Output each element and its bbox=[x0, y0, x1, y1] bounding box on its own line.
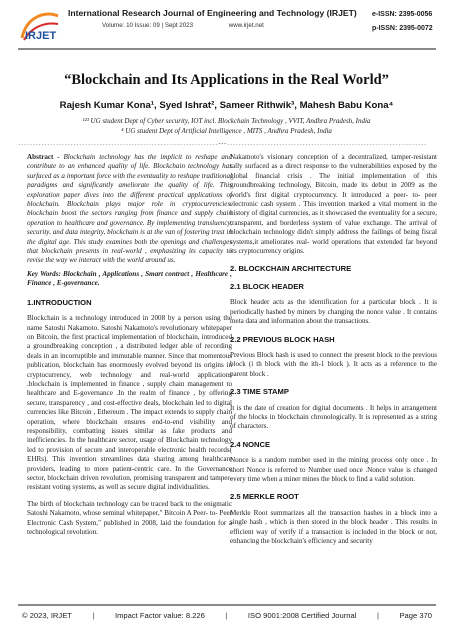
subsection-heading-block-header: 2.1 BLOCK HEADER bbox=[230, 281, 304, 291]
journal-header bbox=[0, 0, 453, 52]
section-separator: ---------------------------------------------------------------------***--------------------------------------------------------------------- bbox=[18, 143, 427, 148]
section-heading-introduction: 1.INTRODUCTION bbox=[27, 297, 92, 307]
introduction-paragraph-2: The birth of blockchain technology can be traced back to the enigmatic Satoshi Nakamoto, whose seminal whitepaper," Bitcoin A Peer- to- Peer Electronic Cash System," published in 2008, laid the foundation for a technological revolution. bbox=[27, 499, 232, 537]
e-issn: e-ISSN: 2395-0056 bbox=[372, 11, 433, 18]
subsection-heading-time-stamp: 2.3 TIME STAMP bbox=[230, 387, 289, 397]
subsection-heading-nonce: 2.4 NONCE bbox=[230, 439, 271, 449]
footer-divider: | bbox=[225, 611, 228, 620]
journal-website[interactable]: www.irjet.net bbox=[228, 22, 264, 29]
page-footer bbox=[22, 611, 432, 620]
irjet-logo bbox=[18, 8, 62, 44]
right-column bbox=[230, 153, 437, 552]
footer-divider: | bbox=[92, 611, 95, 620]
journal-name: International Research Journal of Engineering and Technology (IRJET) bbox=[68, 8, 357, 18]
footer-rule bbox=[18, 604, 436, 606]
footer-iso: ISO 9001:2008 Certified Journal bbox=[247, 611, 357, 620]
abstract-label: Abstract - bbox=[27, 153, 60, 161]
keywords-text: Blockchain , Applications , Smart contract , Healthcare , Finance , E-governance. bbox=[27, 269, 233, 288]
footer-copyright: © 2023, IRJET bbox=[22, 611, 72, 620]
footer-divider: | bbox=[376, 611, 379, 620]
footer-page-number: Page 370 bbox=[399, 611, 432, 620]
header-rule bbox=[18, 48, 436, 50]
introduction-paragraph-1: Blockchain is a technology introduced in 2008 by a person using the name Satoshi Nakamoto. Satoshi Nakamoto's revolutionary whitepaper on Bitcoin, the first practical implementation of blockchain, introduced a groundbreaking conception , a distributed ledger able of recording deals in an incorruptible and immutable manner. Since that momentous publication, blockchain has enormously evolved beyond its origins in cryptocurrency, web technology and real-world applications .blockchain is implemented in finance , supply chain management to healthcare and E-governance .In the realm of finance , by offering secure, transparency , and cost-effective deals, blockchain led to digital currencies like Bitcoin , Ethereum . The impact extends to supply chain operation, where blockchain ensures end-to-end visibility and responsibility, combatting issues similar as fake products and inefficiencies. In the healthcare sector, usage of Blockchain technology led to provision of secure and interoperable electronic health records( EHRs). This invention streamlines data sharing among healthcare providers, leading to more patient-centric care. In the Governance sector, blockchain driven revolution, promising transparent and tamper-resistant voting systems, as well as secure digital individualities. bbox=[27, 314, 232, 492]
block-header-paragraph: Block header acts as the identification for a particular block . It is periodically hashed by miners by changing the nonce value . It contains meta data and information about the transactions. bbox=[230, 298, 437, 326]
left-column bbox=[27, 153, 232, 544]
affiliation-1: ¹²³ UG student Dept of Cyber security, IOT incl. Blockchain Technology , VVIT, Andhra Pradesh, India bbox=[82, 117, 371, 125]
affiliations bbox=[20, 116, 433, 136]
time-stamp-paragraph: It is the date of creation for digital documents . It helps in arrangement of the blocks in blockchain chronologically. It is represented as a string of characters. bbox=[230, 403, 437, 431]
issn-block bbox=[372, 8, 452, 36]
nonce-paragraph: Nonce is a random number used in the mining process only once . In short Nonce is referred to Number used once .Nonce value is changed every time when a miner mines the block to find a valid solution. bbox=[230, 456, 437, 483]
paper-title: “Blockchain and Its Applications in the Real World” bbox=[64, 72, 389, 88]
keywords bbox=[27, 270, 232, 289]
introduction-paragraph-3: Nakamoto's visionary conception of a decentralized, tamper-resistant tally surfaced as a direct response to the vulnerabilities exposed by the global financial crisis . The initial implementation of this groundbreaking technology, Bitcoin, made its debut in 2009 as the world's first digital cryptocurrency. It introduced a peer- to- peer electronic cash system . This invention marked a vital moment in the history of digital currencies, as it showcased the eventuality for a secure, transparent, and borderless system of value exchange. The arrival of blockchain technology didn't simply address the failings of being fiscal systems,it ameliorates real- world operations that extended far beyond its cryptocurrency origins. bbox=[230, 153, 437, 256]
volume-issue: Volume: 10 Issue: 09 | Sept 2023 bbox=[102, 22, 194, 29]
merkle-root-paragraph: Merkle Root summarizes all the transaction hashes in a block into a single hash , which is then stored in the block header . This results in efficient way of verify if a transaction is included in the block or not, enhancing the blockchain's efficiency and security bbox=[230, 508, 437, 545]
affiliation-2: ⁴ UG student Dept of Artificial Intelligence , MITS , Andhra Pradesh, India bbox=[121, 127, 332, 135]
footer-impact-factor: Impact Factor value: 8.226 bbox=[114, 611, 205, 620]
subsection-heading-merkle-root: 2.5 MERKLE ROOT bbox=[230, 492, 299, 502]
keywords-label: Key Words: bbox=[27, 269, 61, 278]
abstract-text: Blockchain technology has the implicit to reshape and contribute to an enhanced quality of life. Blockchain technology has surfaced as a important force with the eventuality to reshape traditional paradigms and significantly ameliorate the quality of life. This exploration paper dives into the different practical applications of blockchain. Blockchain plays major role in cryptocurrencies. blockchain boost the sectors ranging from finance and supply chain operation to healthcare and governance. By implementing transluency, security, and data integrity, blockchain is at the van of fostering trust in the digital age. This study examines both the openings and challenges that blockchain presents in real-world , emphasizing its capacity to revise the way we interact with the world around us. bbox=[27, 153, 232, 265]
p-issn: p-ISSN: 2395-0072 bbox=[372, 25, 433, 32]
author-list: Rajesh Kumar Kona¹, Syed Ishrat², Sameer Rithwik³, Mahesh Babu Kona⁴ bbox=[59, 100, 394, 111]
previous-hash-paragraph: Previous Block hash is used to connect the present block to the previous block (i th block with the ith-1 block ). It acts as a reference to the parent block . bbox=[230, 350, 437, 378]
journal-volume-line bbox=[102, 22, 362, 29]
section-heading-architecture: 2. BLOCKCHAIN ARCHITECTURE bbox=[230, 264, 352, 274]
subsection-heading-previous-hash: 2.2 PREVIOUS BLOCK HASH bbox=[230, 334, 335, 344]
abstract bbox=[27, 153, 232, 266]
svg-text:IRJET: IRJET bbox=[25, 30, 57, 42]
